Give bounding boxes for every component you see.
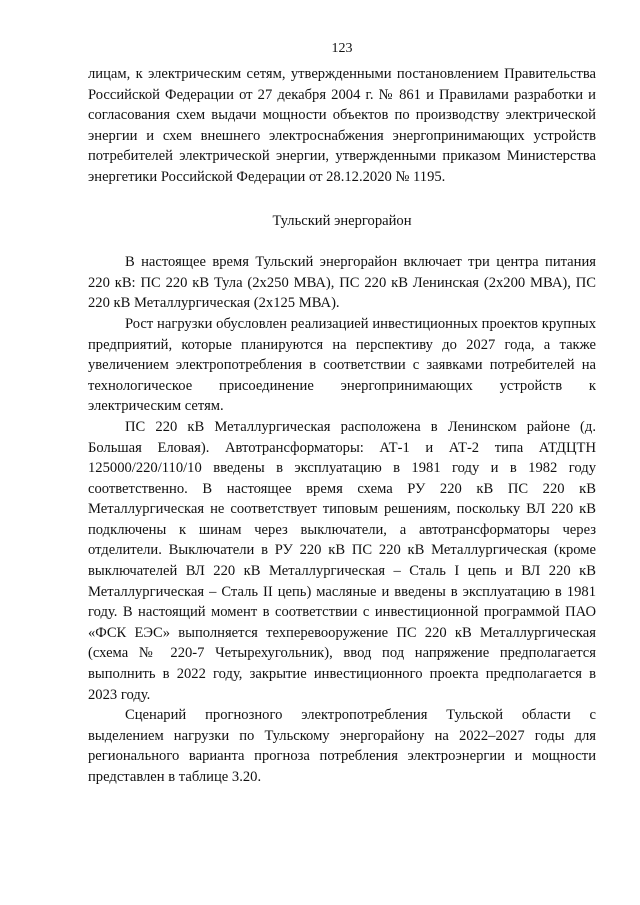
continued-paragraph: лицам, к электрическим сетям, утвержденными постановлением Правительства Российской Федерации от 27 декабря 2004 г. № 861 и Правилами разработки и согласования схем выдачи мощности объектов по производству электрической энергии и схем внешнего электроснабжения энергопринимающих устройств потребителей электрической энергии, утвержденными приказом Министерства энергетики Российской Федерации от 28.12.2020 № 1195. <box>88 66 596 185</box>
paragraph-forecast-scenario: Сценарий прогнозного электропотребления Тульской области с выделением нагрузки по Тульскому энергорайону на 2022–2027 годы для регионального варианта прогноза потребления электроэнергии и мощности представлен в таблице 3.20. <box>88 707 596 785</box>
paragraph-metallurgical-substation: ПС 220 кВ Металлургическая расположена в Ленинском районе (д. Большая Еловая). Автотрансформаторы: АТ-1 и АТ-2 типа АТДЦТН 125000/220/110/10 введены в эксплуатацию в 1981 году и в 1982 году соответственно. В настоящее время схема РУ 220 кВ ПС 220 кВ Металлургическая не соответствует типовым решениям, поскольку ВЛ 220 кВ подключены к шинам через выключатели, а автотрансформаторы через отделители. Выключатели в РУ 220 кВ ПС 220 кВ Металлургическая (кроме выключателей ВЛ 220 кВ Металлургическая – Сталь I цепь и ВЛ 220 кВ Металлургическая – Сталь II цепь) масляные и введены в эксплуатацию в 1981 году. В настоящий момент в соответствии с инвестиционной программой ПАО «ФСК ЕЭС» выполняется техперевооружение ПС 220 кВ Металлургическая (схема № 220-7 Четырехугольник), ввод под напряжение предполагается выполнить в 2022 году, закрытие инвестиционного проекта предполагается в 2023 году. <box>88 418 596 703</box>
document-body <box>88 64 596 788</box>
paragraph-power-centers: В настоящее время Тульский энергорайон включает три центра питания 220 кВ: ПС 220 кВ Тула (2x250 МВА), ПС 220 кВ Ленинская (2x200 МВА), ПС 220 кВ Металлургическая (2x125 МВА). <box>88 254 596 312</box>
page-number: 123 <box>331 41 353 56</box>
document-page <box>88 0 596 905</box>
paragraph-load-growth: Рост нагрузки обусловлен реализацией инвестиционных проектов крупных предприятий, которые планируются на перспективу до 2027 года, а также увеличением электропотребления в соответствии с заявками потребителей на технологическое присоединение энергопринимающих устройств к электрическим сетям. <box>88 315 596 415</box>
section-heading: Тульский энергорайон <box>272 212 412 229</box>
